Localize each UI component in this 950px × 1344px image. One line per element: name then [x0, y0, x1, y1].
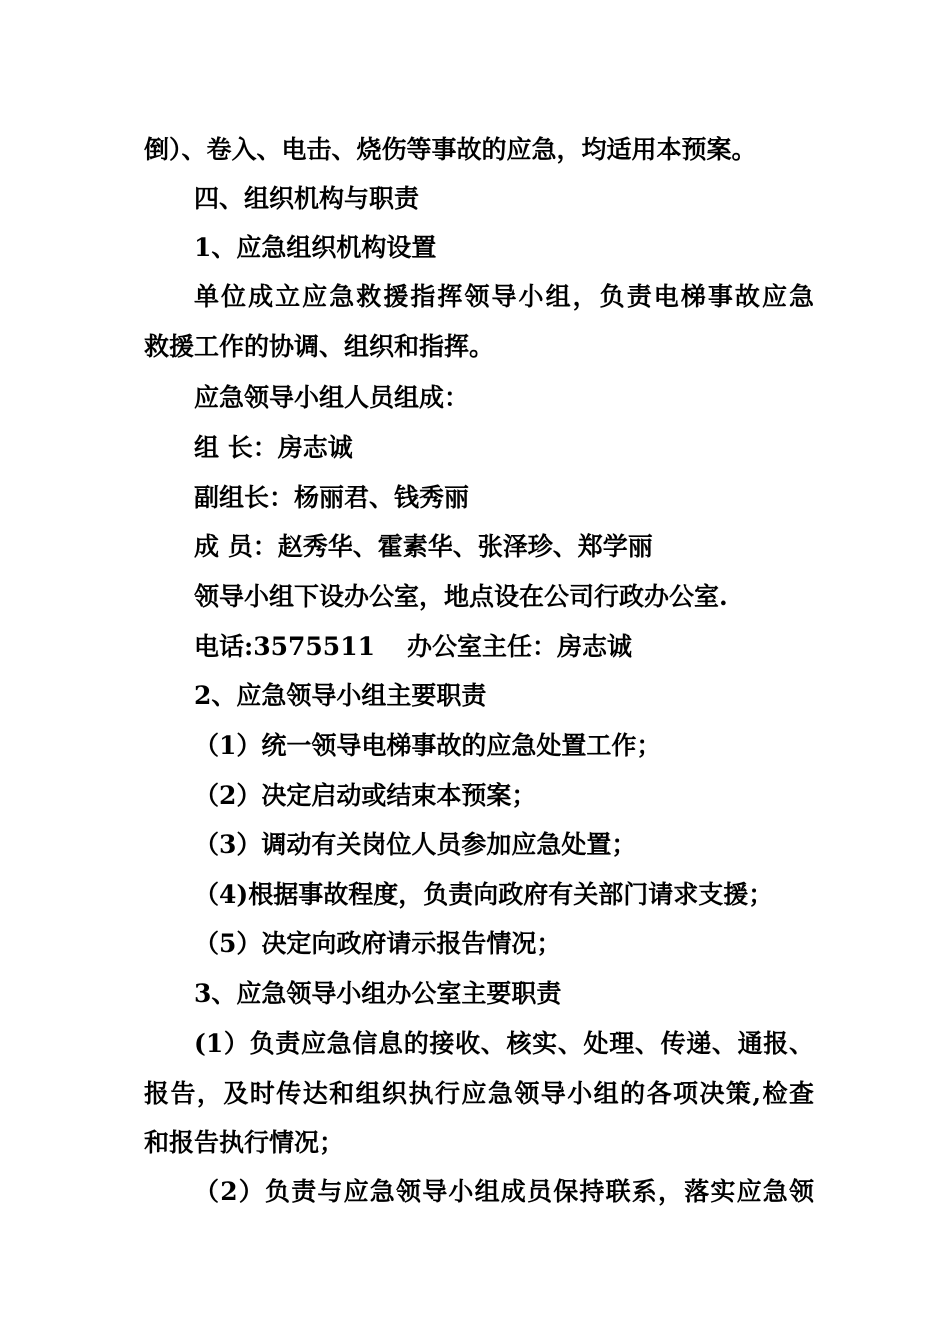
phone-text: 电话:3575511 — [194, 632, 375, 661]
paragraph-line: 应急领导小组人员组成： — [194, 383, 470, 412]
list-item: （2）负责与应急领导小组成员保持联系，落实应急领 — [194, 1177, 814, 1206]
paragraph-line: 倒）、卷入、电击、烧伤等事故的应急，均适用本预案。 — [144, 135, 757, 164]
paragraph-line: 领导小组下设办公室，地点设在公司行政办公室. — [194, 582, 728, 611]
list-item: （1）统一领导电梯事故的应急处置工作； — [194, 731, 662, 760]
subsection-heading: 2、应急领导小组主要职责 — [194, 681, 487, 710]
paragraph-line: 和报告执行情况； — [144, 1128, 345, 1157]
subsection-heading: 3、应急领导小组办公室主要职责 — [194, 979, 562, 1008]
member-line: 副组长：杨丽君、钱秀丽 — [194, 483, 470, 512]
paragraph-line: 救援工作的协调、组织和指挥。 — [144, 332, 495, 361]
subsection-heading: 1、应急组织机构设置 — [194, 233, 437, 262]
paragraph-line: 报告，及时传达和组织执行应急领导小组的各项决策,检查 — [144, 1079, 814, 1108]
member-line: 成 员：赵秀华、霍素华、张泽珍、郑学丽 — [194, 532, 653, 561]
list-item: (1）负责应急信息的接收、核实、处理、传递、通报、 — [194, 1029, 814, 1058]
list-item: （2）决定启动或结束本预案； — [194, 781, 537, 810]
member-line: 组 长：房志诚 — [194, 433, 353, 462]
list-item: （5）决定向政府请示报告情况； — [194, 929, 562, 958]
section-heading: 四、组织机构与职责 — [194, 184, 420, 213]
paragraph-line: 单位成立应急救援指挥领导小组，负责电梯事故应急 — [194, 282, 814, 311]
list-item: （3）调动有关岗位人员参加应急处置； — [194, 830, 637, 859]
list-item: （4)根据事故程度，负责向政府有关部门请求支援； — [194, 880, 774, 909]
contact-line — [194, 627, 814, 667]
office-director-text: 办公室主任：房志诚 — [407, 632, 633, 661]
